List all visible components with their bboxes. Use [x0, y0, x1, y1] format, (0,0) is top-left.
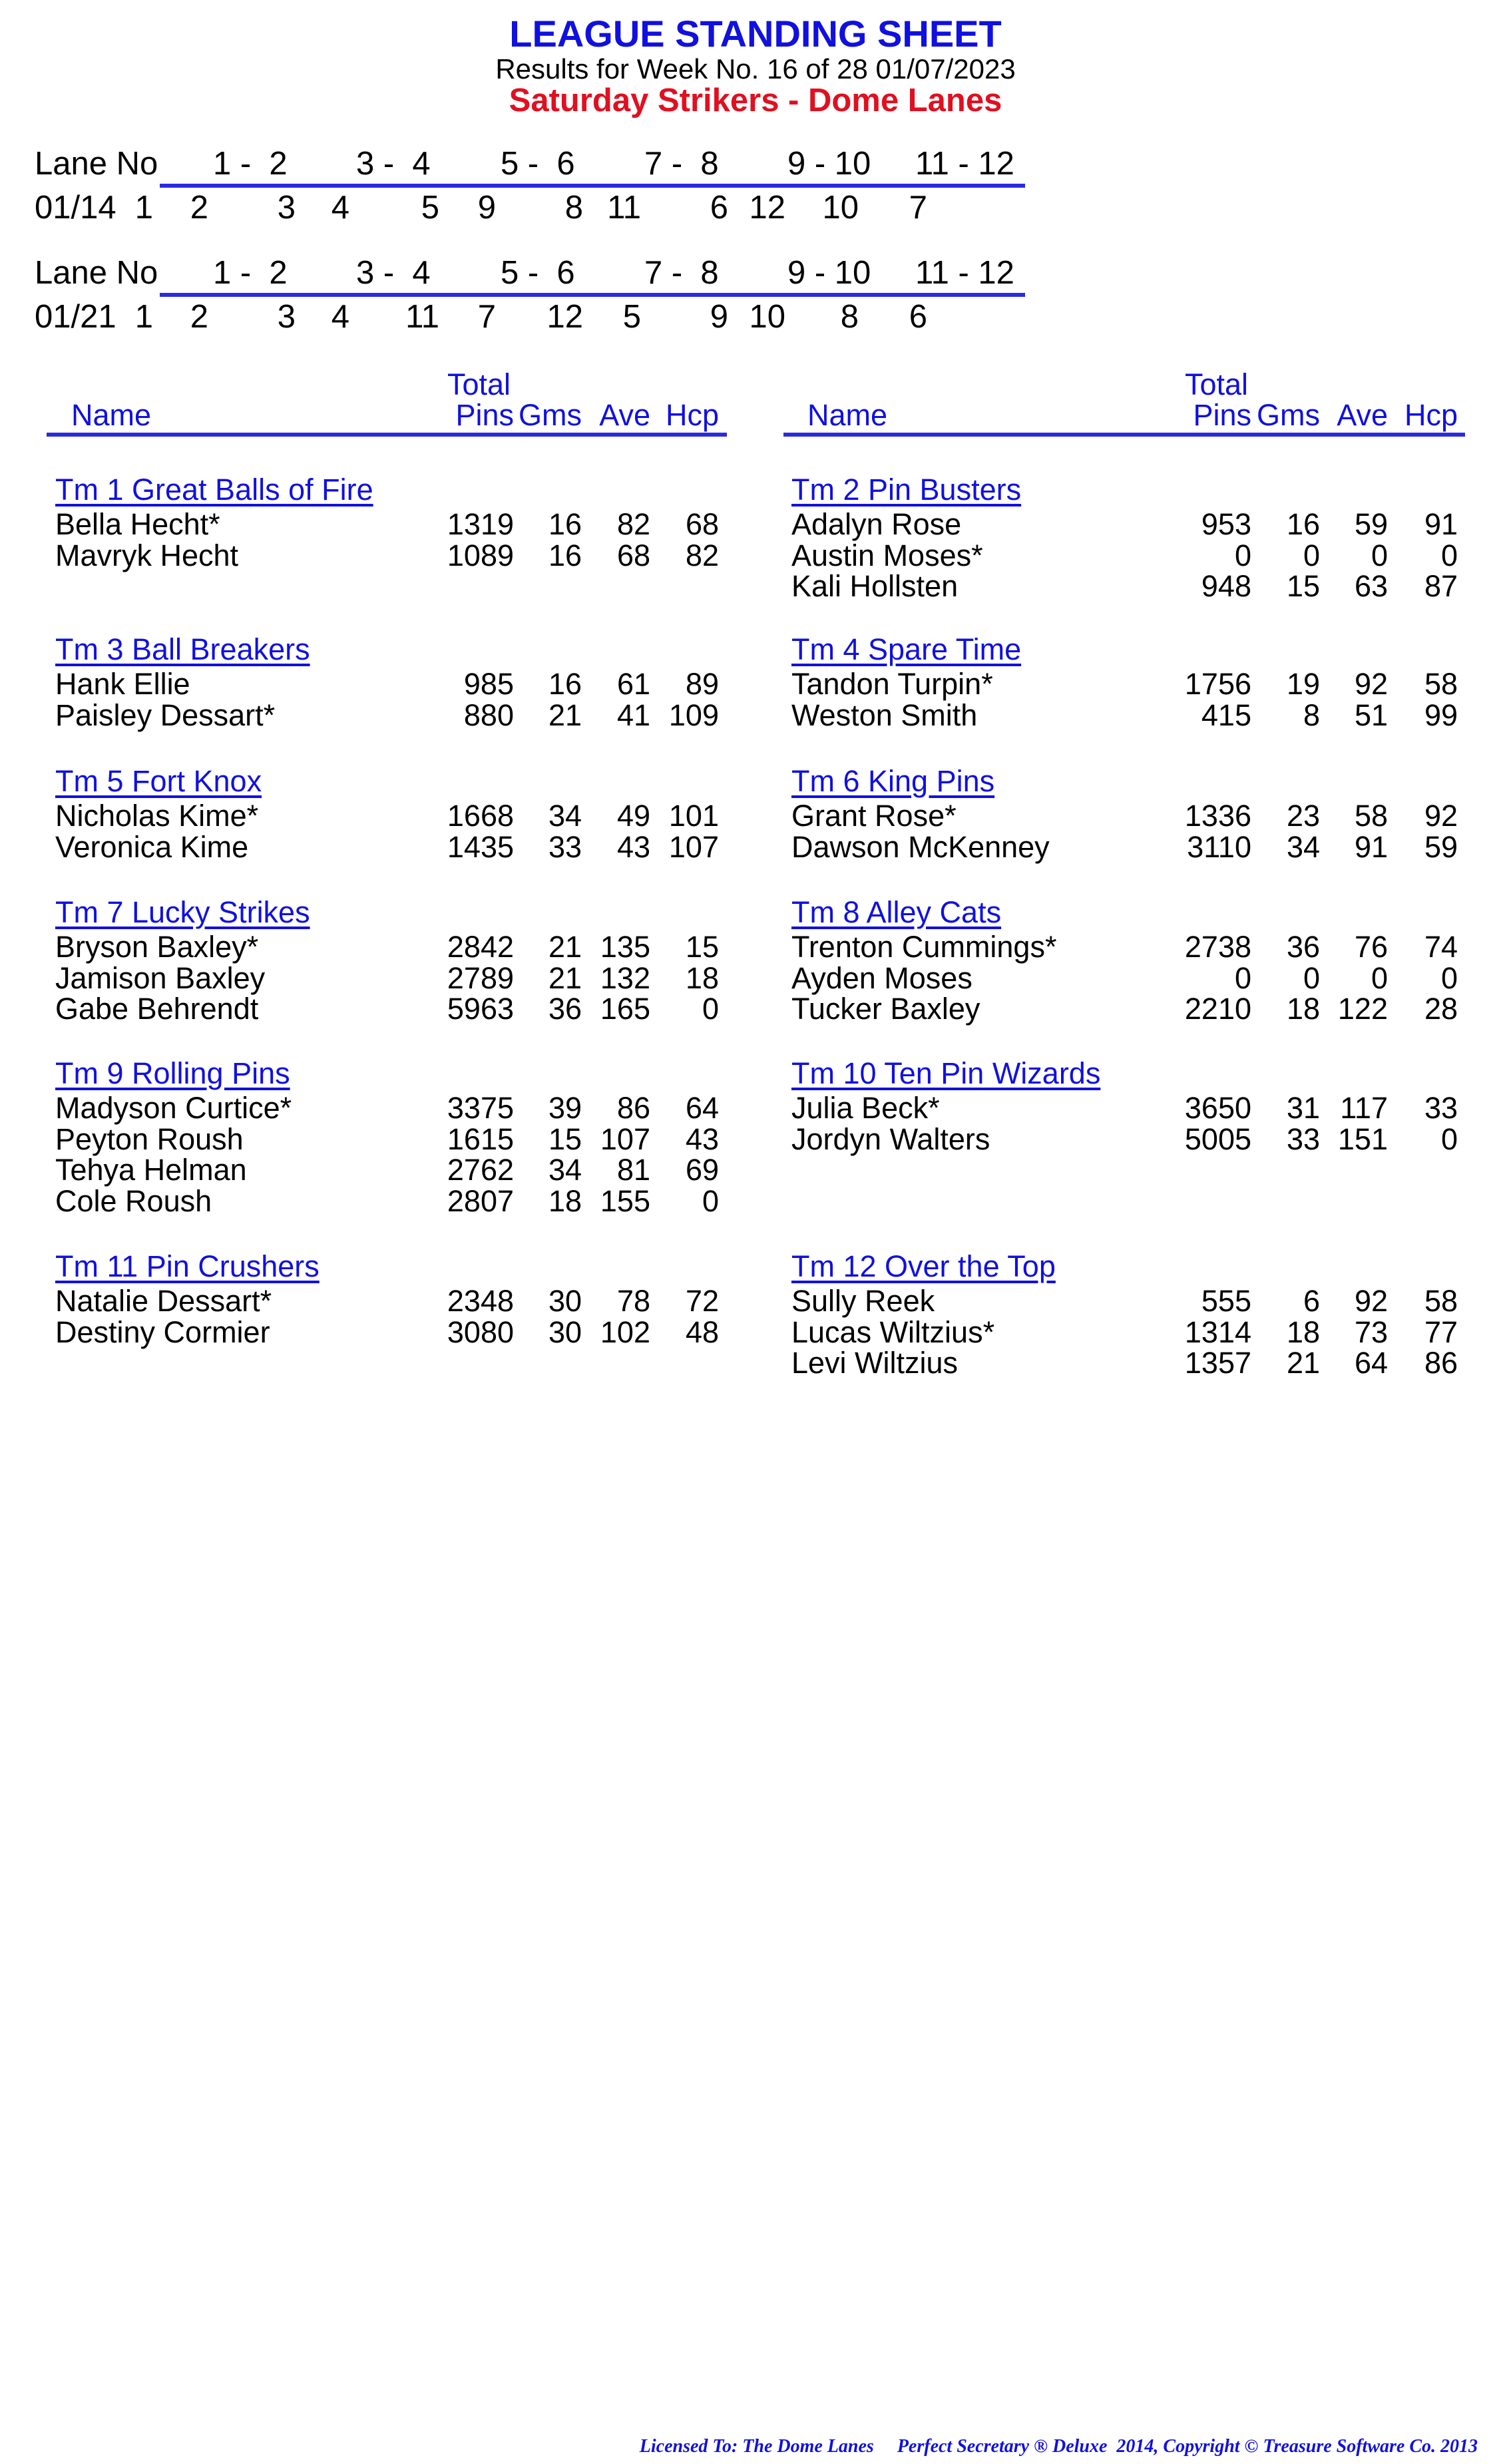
bowler-average: 117 — [1340, 1091, 1388, 1125]
bowler-pins: 555 — [1201, 1284, 1251, 1318]
col-header-total: Total — [1185, 367, 1249, 401]
bowler-name: Sully Reek — [791, 1284, 935, 1318]
bowler-pins: 1435 — [447, 829, 514, 864]
lane-pair: 5 - 6 — [501, 146, 575, 182]
bowler-games: 15 — [548, 1122, 582, 1156]
team-name: Tm 10 Ten Pin Wizards — [791, 1056, 1101, 1090]
bowler-average: 0 — [1371, 960, 1388, 995]
bowler-average: 43 — [616, 829, 650, 864]
bowler-pins: 5005 — [1184, 1122, 1251, 1156]
bowler-name: Hank Ellie — [55, 667, 190, 701]
bowler-handicap: 59 — [1424, 829, 1458, 864]
bowler-pins: 1336 — [1184, 799, 1251, 833]
matchup-team: 9 — [710, 299, 728, 335]
col-header-name: Name — [807, 398, 888, 432]
bowler-games: 16 — [548, 667, 582, 701]
bowler-name: Austin Moses* — [791, 538, 983, 572]
bowler-handicap: 87 — [1424, 569, 1458, 603]
lane-pair: 5 - 6 — [501, 255, 575, 291]
lane-pair: 7 - 8 — [644, 255, 719, 291]
bowler-pins: 953 — [1201, 507, 1251, 541]
bowler-name: Tucker Baxley — [791, 992, 980, 1026]
matchup-team: 3 — [277, 299, 296, 335]
bowler-name: Madyson Curtice* — [55, 1091, 292, 1125]
bowler-average: 132 — [600, 960, 650, 995]
bowler-pins: 1756 — [1184, 667, 1251, 701]
bowler-pins: 5963 — [447, 992, 514, 1026]
bowler-average: 91 — [1354, 829, 1388, 864]
bowler-name: Grant Rose* — [791, 799, 957, 833]
matchup-team: 10 — [749, 299, 785, 335]
bowler-handicap: 92 — [1424, 799, 1458, 833]
bowler-pins: 1319 — [447, 507, 514, 541]
matchup-team: 12 — [749, 190, 785, 226]
bowler-average: 135 — [600, 930, 650, 964]
bowler-name: Gabe Behrendt — [55, 992, 259, 1026]
bowler-games: 34 — [548, 799, 582, 833]
schedule-date: 01/14 — [35, 190, 116, 226]
bowler-handicap: 0 — [1440, 1122, 1458, 1156]
league-name: Saturday Strikers - Dome Lanes — [509, 83, 1002, 118]
bowler-average: 102 — [600, 1315, 650, 1349]
bowler-handicap: 0 — [702, 1183, 719, 1218]
bowler-name: Lucas Wiltzius* — [791, 1315, 995, 1349]
bowler-pins: 1668 — [447, 799, 514, 833]
bowler-handicap: 28 — [1424, 992, 1458, 1026]
bowler-games: 34 — [1286, 829, 1320, 864]
bowler-games: 21 — [548, 698, 582, 732]
lane-pair: 9 - 10 — [787, 146, 871, 182]
bowler-pins: 2842 — [447, 930, 514, 964]
bowler-handicap: 43 — [685, 1122, 719, 1156]
bowler-handicap: 68 — [685, 507, 719, 541]
lane-pair: 7 - 8 — [644, 146, 719, 182]
col-header-pins: Pins — [1193, 398, 1251, 432]
bowler-pins: 3080 — [447, 1315, 514, 1349]
bowler-games: 23 — [1286, 799, 1320, 833]
matchup-team: 4 — [331, 299, 349, 335]
bowler-name: Weston Smith — [791, 698, 978, 732]
bowler-games: 33 — [548, 829, 582, 864]
matchup-team: 12 — [546, 299, 583, 335]
bowler-games: 18 — [1286, 1315, 1320, 1349]
bowler-handicap: 89 — [685, 667, 719, 701]
bowler-pins: 3110 — [1187, 829, 1251, 864]
matchup-team: 3 — [277, 190, 296, 226]
week-subtitle: Results for Week No. 16 of 28 01/07/2023 — [495, 53, 1016, 85]
bowler-handicap: 58 — [1424, 667, 1458, 701]
matchup-team: 7 — [909, 190, 927, 226]
team-name: Tm 12 Over the Top — [791, 1249, 1056, 1283]
bowler-average: 49 — [616, 799, 650, 833]
bowler-name: Jordyn Walters — [791, 1122, 990, 1156]
bowler-games: 34 — [548, 1153, 582, 1187]
bowler-pins: 3375 — [447, 1091, 514, 1125]
bowler-name: Bella Hecht* — [55, 507, 220, 541]
bowler-pins: 2738 — [1184, 930, 1251, 964]
bowler-average: 81 — [616, 1153, 650, 1187]
bowler-name: Peyton Roush — [55, 1122, 244, 1156]
bowler-name: Paisley Dessart* — [55, 698, 276, 732]
matchup-team: 6 — [710, 190, 728, 226]
matchup-team: 11 — [405, 299, 439, 335]
bowler-name: Natalie Dessart* — [55, 1284, 272, 1318]
team-name: Tm 8 Alley Cats — [791, 895, 1002, 929]
bowler-handicap: 74 — [1424, 930, 1458, 964]
bowler-average: 0 — [1371, 538, 1388, 572]
schedule-date: 01/21 — [35, 299, 116, 335]
matchup-team: 7 — [477, 299, 496, 335]
bowler-average: 59 — [1354, 507, 1388, 541]
bowler-average: 63 — [1354, 569, 1388, 603]
team-name: Tm 9 Rolling Pins — [55, 1056, 290, 1090]
bowler-average: 73 — [1354, 1315, 1388, 1349]
bowler-handicap: 91 — [1424, 507, 1458, 541]
lane-pair: 3 - 4 — [356, 146, 431, 182]
bowler-average: 51 — [1354, 698, 1388, 732]
matchup-team: 1 — [134, 190, 153, 226]
lane-pair: 11 - 12 — [915, 255, 1014, 291]
bowler-games: 36 — [548, 992, 582, 1026]
bowler-handicap: 0 — [1440, 960, 1458, 995]
bowler-handicap: 0 — [1440, 538, 1458, 572]
lane-divider — [160, 293, 1025, 297]
bowler-pins: 1357 — [1184, 1346, 1251, 1380]
bowler-pins: 2762 — [447, 1153, 514, 1187]
page-title: LEAGUE STANDING SHEET — [509, 13, 1002, 55]
matchup-team: 10 — [822, 190, 859, 226]
col-header-hcp: Hcp — [665, 398, 719, 432]
bowler-average: 76 — [1354, 930, 1388, 964]
bowler-handicap: 69 — [685, 1153, 719, 1187]
team-name: Tm 1 Great Balls of Fire — [55, 473, 373, 507]
team-name: Tm 7 Lucky Strikes — [55, 895, 310, 929]
col-header-total: Total — [447, 367, 511, 401]
bowler-average: 92 — [1354, 667, 1388, 701]
team-name: Tm 3 Ball Breakers — [55, 632, 310, 666]
lane-pair: 9 - 10 — [787, 255, 871, 291]
matchup-team: 2 — [190, 299, 208, 335]
bowler-handicap: 15 — [685, 930, 719, 964]
bowler-average: 122 — [1337, 992, 1388, 1026]
team-name: Tm 6 King Pins — [791, 764, 995, 798]
bowler-games: 15 — [1286, 569, 1320, 603]
bowler-handicap: 109 — [668, 698, 719, 732]
bowler-name: Jamison Baxley — [55, 960, 266, 995]
bowler-average: 165 — [600, 992, 650, 1026]
bowler-games: 16 — [548, 538, 582, 572]
matchup-team: 8 — [564, 190, 583, 226]
bowler-average: 68 — [616, 538, 650, 572]
bowler-pins: 415 — [1201, 698, 1251, 732]
bowler-name: Trenton Cummings* — [791, 930, 1057, 964]
bowler-handicap: 101 — [668, 799, 719, 833]
bowler-name: Veronica Kime — [55, 829, 249, 864]
bowler-pins: 2210 — [1184, 992, 1251, 1026]
bowler-name: Cole Roush — [55, 1183, 212, 1218]
bowler-games: 30 — [548, 1284, 582, 1318]
license-footer: Licensed To: The Dome Lanes Perfect Secretary ® Deluxe 2014, Copyright © Treasure Software Co. 2013 — [639, 2436, 1478, 2457]
bowler-average: 107 — [600, 1122, 650, 1156]
lane-pair: 1 - 2 — [213, 255, 288, 291]
bowler-average: 64 — [1354, 1346, 1388, 1380]
bowler-games: 8 — [1303, 698, 1320, 732]
bowler-handicap: 107 — [668, 829, 719, 864]
team-name: Tm 5 Fort Knox — [55, 764, 262, 798]
bowler-games: 33 — [1286, 1122, 1320, 1156]
bowler-average: 151 — [1337, 1122, 1388, 1156]
bowler-name: Julia Beck* — [791, 1091, 940, 1125]
bowler-average: 92 — [1354, 1284, 1388, 1318]
matchup-team: 5 — [421, 190, 439, 226]
bowler-games: 21 — [1286, 1346, 1320, 1380]
matchup-team: 4 — [331, 190, 349, 226]
matchup-team: 1 — [134, 299, 153, 335]
bowler-pins: 880 — [463, 698, 514, 732]
bowler-handicap: 99 — [1424, 698, 1458, 732]
bowler-name: Bryson Baxley* — [55, 930, 259, 964]
bowler-handicap: 86 — [1424, 1346, 1458, 1380]
bowler-pins: 985 — [463, 667, 514, 701]
bowler-average: 41 — [616, 698, 650, 732]
bowler-games: 31 — [1286, 1091, 1320, 1125]
bowler-name: Adalyn Rose — [791, 507, 962, 541]
bowler-pins: 1089 — [447, 538, 514, 572]
matchup-team: 2 — [190, 190, 208, 226]
bowler-name: Ayden Moses — [791, 960, 972, 995]
lane-no-label: Lane No — [35, 146, 158, 182]
lane-pair: 1 - 2 — [213, 146, 288, 182]
bowler-name: Tandon Turpin* — [791, 667, 993, 701]
bowler-handicap: 72 — [685, 1284, 719, 1318]
bowler-name: Nicholas Kime* — [55, 799, 259, 833]
bowler-handicap: 82 — [685, 538, 719, 572]
bowler-pins: 2807 — [447, 1183, 514, 1218]
bowler-average: 86 — [616, 1091, 650, 1125]
bowler-name: Mavryk Hecht — [55, 538, 239, 572]
bowler-pins: 948 — [1201, 569, 1251, 603]
header-divider — [783, 433, 1465, 437]
bowler-handicap: 33 — [1424, 1091, 1458, 1125]
bowler-pins: 2348 — [447, 1284, 514, 1318]
lane-pair: 11 - 12 — [915, 146, 1014, 182]
bowler-games: 21 — [548, 930, 582, 964]
matchup-team: 11 — [607, 190, 641, 226]
bowler-games: 6 — [1303, 1284, 1320, 1318]
col-header-ave: Ave — [1337, 398, 1388, 432]
team-name: Tm 4 Spare Time — [791, 632, 1022, 666]
bowler-average: 82 — [616, 507, 650, 541]
bowler-games: 0 — [1303, 960, 1320, 995]
bowler-handicap: 58 — [1424, 1284, 1458, 1318]
bowler-average: 78 — [616, 1284, 650, 1318]
col-header-pins: Pins — [455, 398, 514, 432]
col-header-gms: Gms — [1257, 398, 1320, 432]
bowler-handicap: 0 — [702, 992, 719, 1026]
bowler-pins: 1615 — [447, 1122, 514, 1156]
bowler-name: Dawson McKenney — [791, 829, 1050, 864]
bowler-games: 0 — [1303, 538, 1320, 572]
bowler-handicap: 48 — [685, 1315, 719, 1349]
bowler-pins: 0 — [1234, 960, 1251, 995]
bowler-average: 61 — [616, 667, 650, 701]
bowler-average: 155 — [600, 1183, 650, 1218]
bowler-games: 16 — [1286, 507, 1320, 541]
col-header-hcp: Hcp — [1404, 398, 1458, 432]
bowler-games: 19 — [1286, 667, 1320, 701]
team-name: Tm 2 Pin Busters — [791, 473, 1022, 507]
bowler-games: 39 — [548, 1091, 582, 1125]
bowler-games: 18 — [548, 1183, 582, 1218]
bowler-handicap: 18 — [685, 960, 719, 995]
col-header-gms: Gms — [519, 398, 582, 432]
matchup-team: 8 — [840, 299, 859, 335]
bowler-games: 16 — [548, 507, 582, 541]
lane-no-label: Lane No — [35, 255, 158, 291]
bowler-name: Destiny Cormier — [55, 1315, 270, 1349]
bowler-pins: 2789 — [447, 960, 514, 995]
bowler-pins: 0 — [1234, 538, 1251, 572]
bowler-handicap: 64 — [685, 1091, 719, 1125]
lane-pair: 3 - 4 — [356, 255, 431, 291]
lane-divider — [160, 184, 1025, 188]
col-header-ave: Ave — [599, 398, 650, 432]
bowler-name: Tehya Helman — [55, 1153, 247, 1187]
bowler-pins: 1314 — [1184, 1315, 1251, 1349]
bowler-handicap: 77 — [1424, 1315, 1458, 1349]
matchup-team: 9 — [477, 190, 496, 226]
bowler-games: 18 — [1286, 992, 1320, 1026]
bowler-name: Levi Wiltzius — [791, 1346, 959, 1380]
bowler-games: 30 — [548, 1315, 582, 1349]
bowler-pins: 3650 — [1184, 1091, 1251, 1125]
bowler-average: 58 — [1354, 799, 1388, 833]
team-name: Tm 11 Pin Crushers — [55, 1249, 320, 1283]
bowler-games: 21 — [548, 960, 582, 995]
bowler-games: 36 — [1286, 930, 1320, 964]
header-divider — [47, 433, 727, 437]
col-header-name: Name — [71, 398, 152, 432]
matchup-team: 5 — [622, 299, 641, 335]
matchup-team: 6 — [909, 299, 927, 335]
bowler-name: Kali Hollsten — [791, 569, 959, 603]
